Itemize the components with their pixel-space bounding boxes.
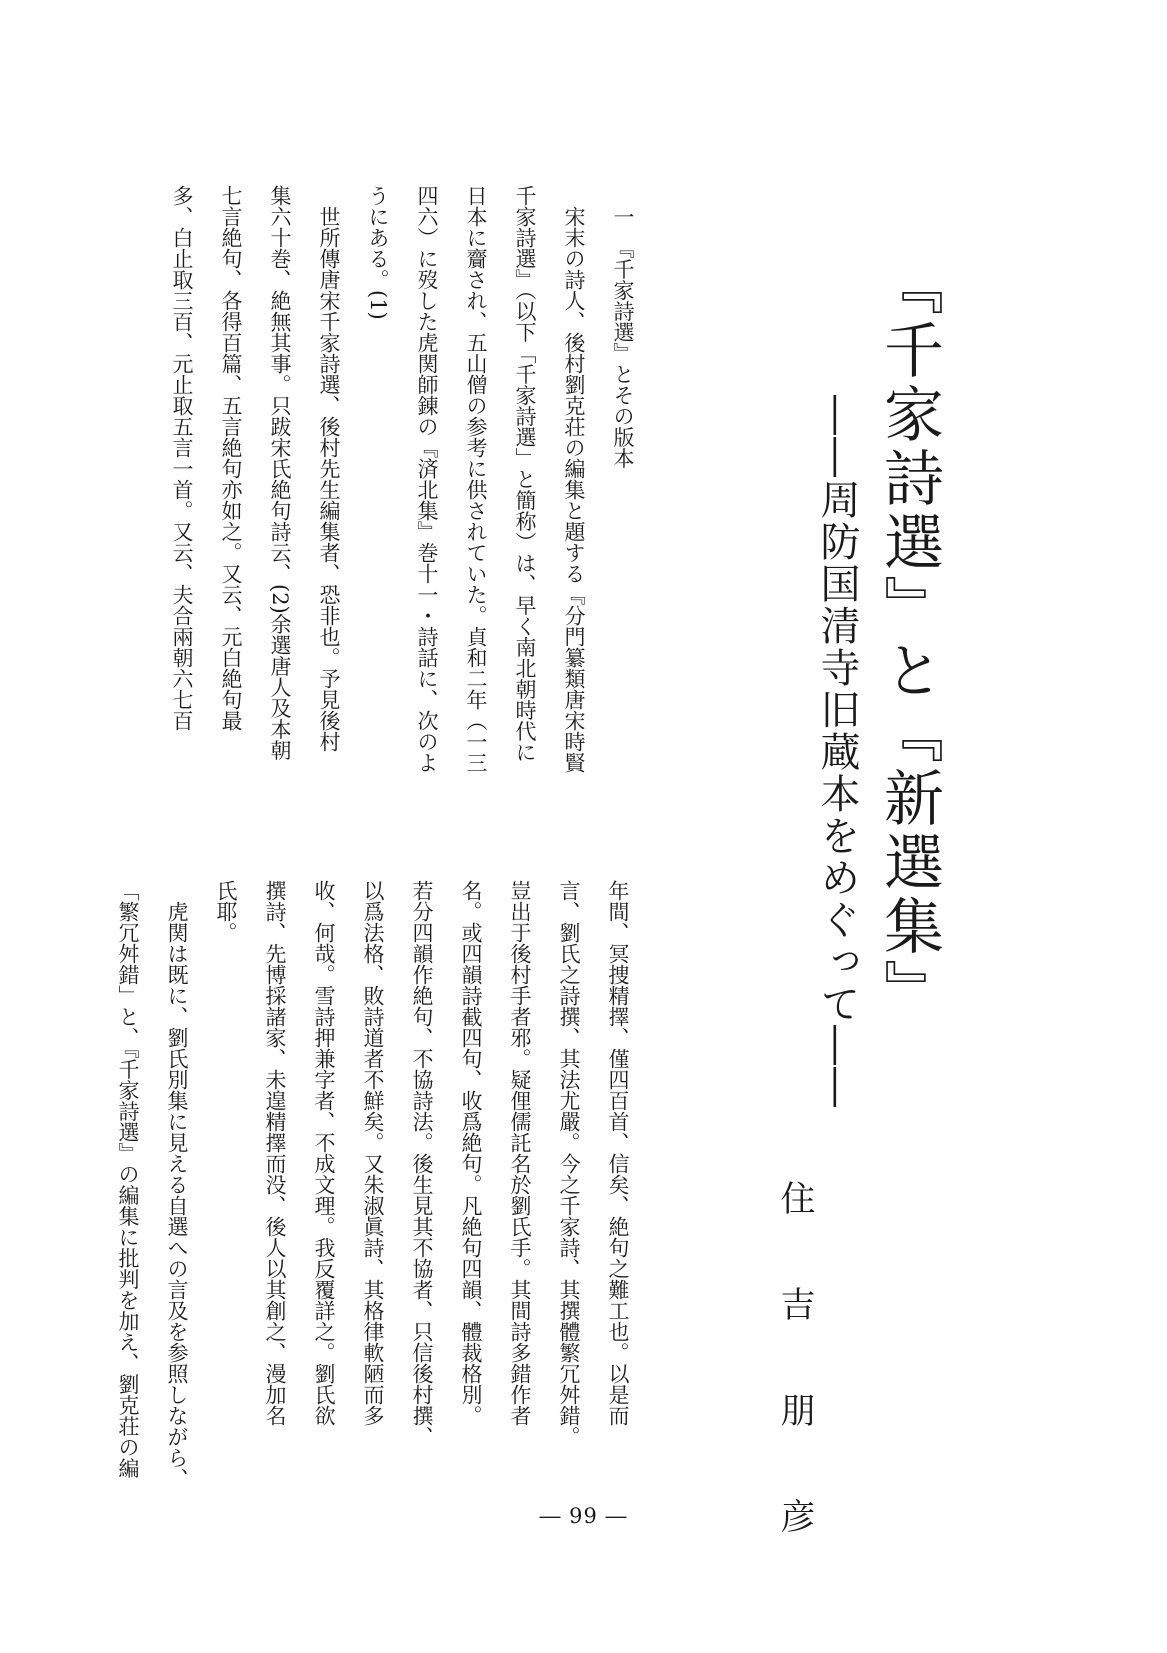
text-line: 「繁冗舛錯」と、『千家詩選』の編集に批判を加え、劉克荘の編 bbox=[116, 880, 140, 1479]
quote-line: 言、劉氏之詩撰、其法尤嚴。今之千家詩、其撰體繁冗舛錯。 bbox=[557, 880, 581, 1447]
quote-line: 多、白止取三百、元止取五言一首。又云、夫合兩朝六七百 bbox=[170, 185, 194, 731]
text-line: 虎関は既に、劉氏別集に見える自選への言及を参照しながら、 bbox=[165, 880, 189, 1489]
page-number: ― 99 ― bbox=[539, 1504, 628, 1528]
text-line: 千家詩選』（以下「千家詩選」と簡称）は、早く南北朝時代に bbox=[513, 185, 537, 763]
quote-line: 以爲法格、敗詩道者不鮮矣。又朱淑眞詩、其格律軟陋而多 bbox=[361, 880, 385, 1426]
quote-line: 撰詩、先博採諸家、未遑精擇而没、後人以其創之、漫加名 bbox=[263, 880, 287, 1426]
quote-line: 收、何哉。雪詩押兼字者、不成文理。我反覆詳之。劉氏欲 bbox=[312, 880, 336, 1426]
quote-line: 豈出于後村手者邪。疑俚儒託名於劉氏手。其間詩多錯作者 bbox=[508, 880, 532, 1426]
text-line: 四六）に歿した虎関師錬の『済北集』巻十一・詩話に、次のよ bbox=[415, 185, 439, 773]
text-line: うにある。(1) bbox=[366, 185, 390, 320]
author-name: 住 吉 朋 彦 bbox=[775, 1180, 815, 1551]
quote-line: 集六十巻、絶無其事。只跋宋氏絶句詩云、(2)余選唐人及本朝 bbox=[268, 185, 292, 761]
quote-line: 若分四韻作絶句、不協詩法。後生見其不協者、只信後村撰、 bbox=[410, 880, 434, 1447]
quote-line: 七言絶句、各得百篇、五言絶句亦如之。又云、元白絶句最 bbox=[219, 185, 243, 731]
quote-line: 世所傳唐宋千家詩選、後村先生編集者、恐非也。予見後村 bbox=[317, 206, 341, 752]
article-subtitle: ――周防国清寺旧蔵本をめぐって―― bbox=[814, 395, 860, 1109]
article-title: 『千家詩選』と『新選集』 bbox=[874, 255, 944, 1023]
quote-line: 名。或四韻詩截四句、收爲絶句。凡絶句四韻、體裁格別。 bbox=[459, 880, 483, 1426]
text-line: 日本に齎され、五山僧の参考に供されていた。貞和二年（一三 bbox=[464, 185, 488, 773]
quote-line: 年間、冥捜精擇、僅四百首、信矣、絶句之難工也。以是而 bbox=[606, 880, 630, 1426]
upper-text-block bbox=[157, 185, 647, 785]
lower-text-block bbox=[103, 880, 642, 1489]
quote-line: 氏耶。 bbox=[214, 880, 238, 943]
text-line: 宋末の詩人、後村劉克荘の編集と題する『分門纂類唐宋時賢 bbox=[562, 185, 586, 773]
section-heading: 一 『千家詩選』とその版本 bbox=[611, 206, 635, 469]
